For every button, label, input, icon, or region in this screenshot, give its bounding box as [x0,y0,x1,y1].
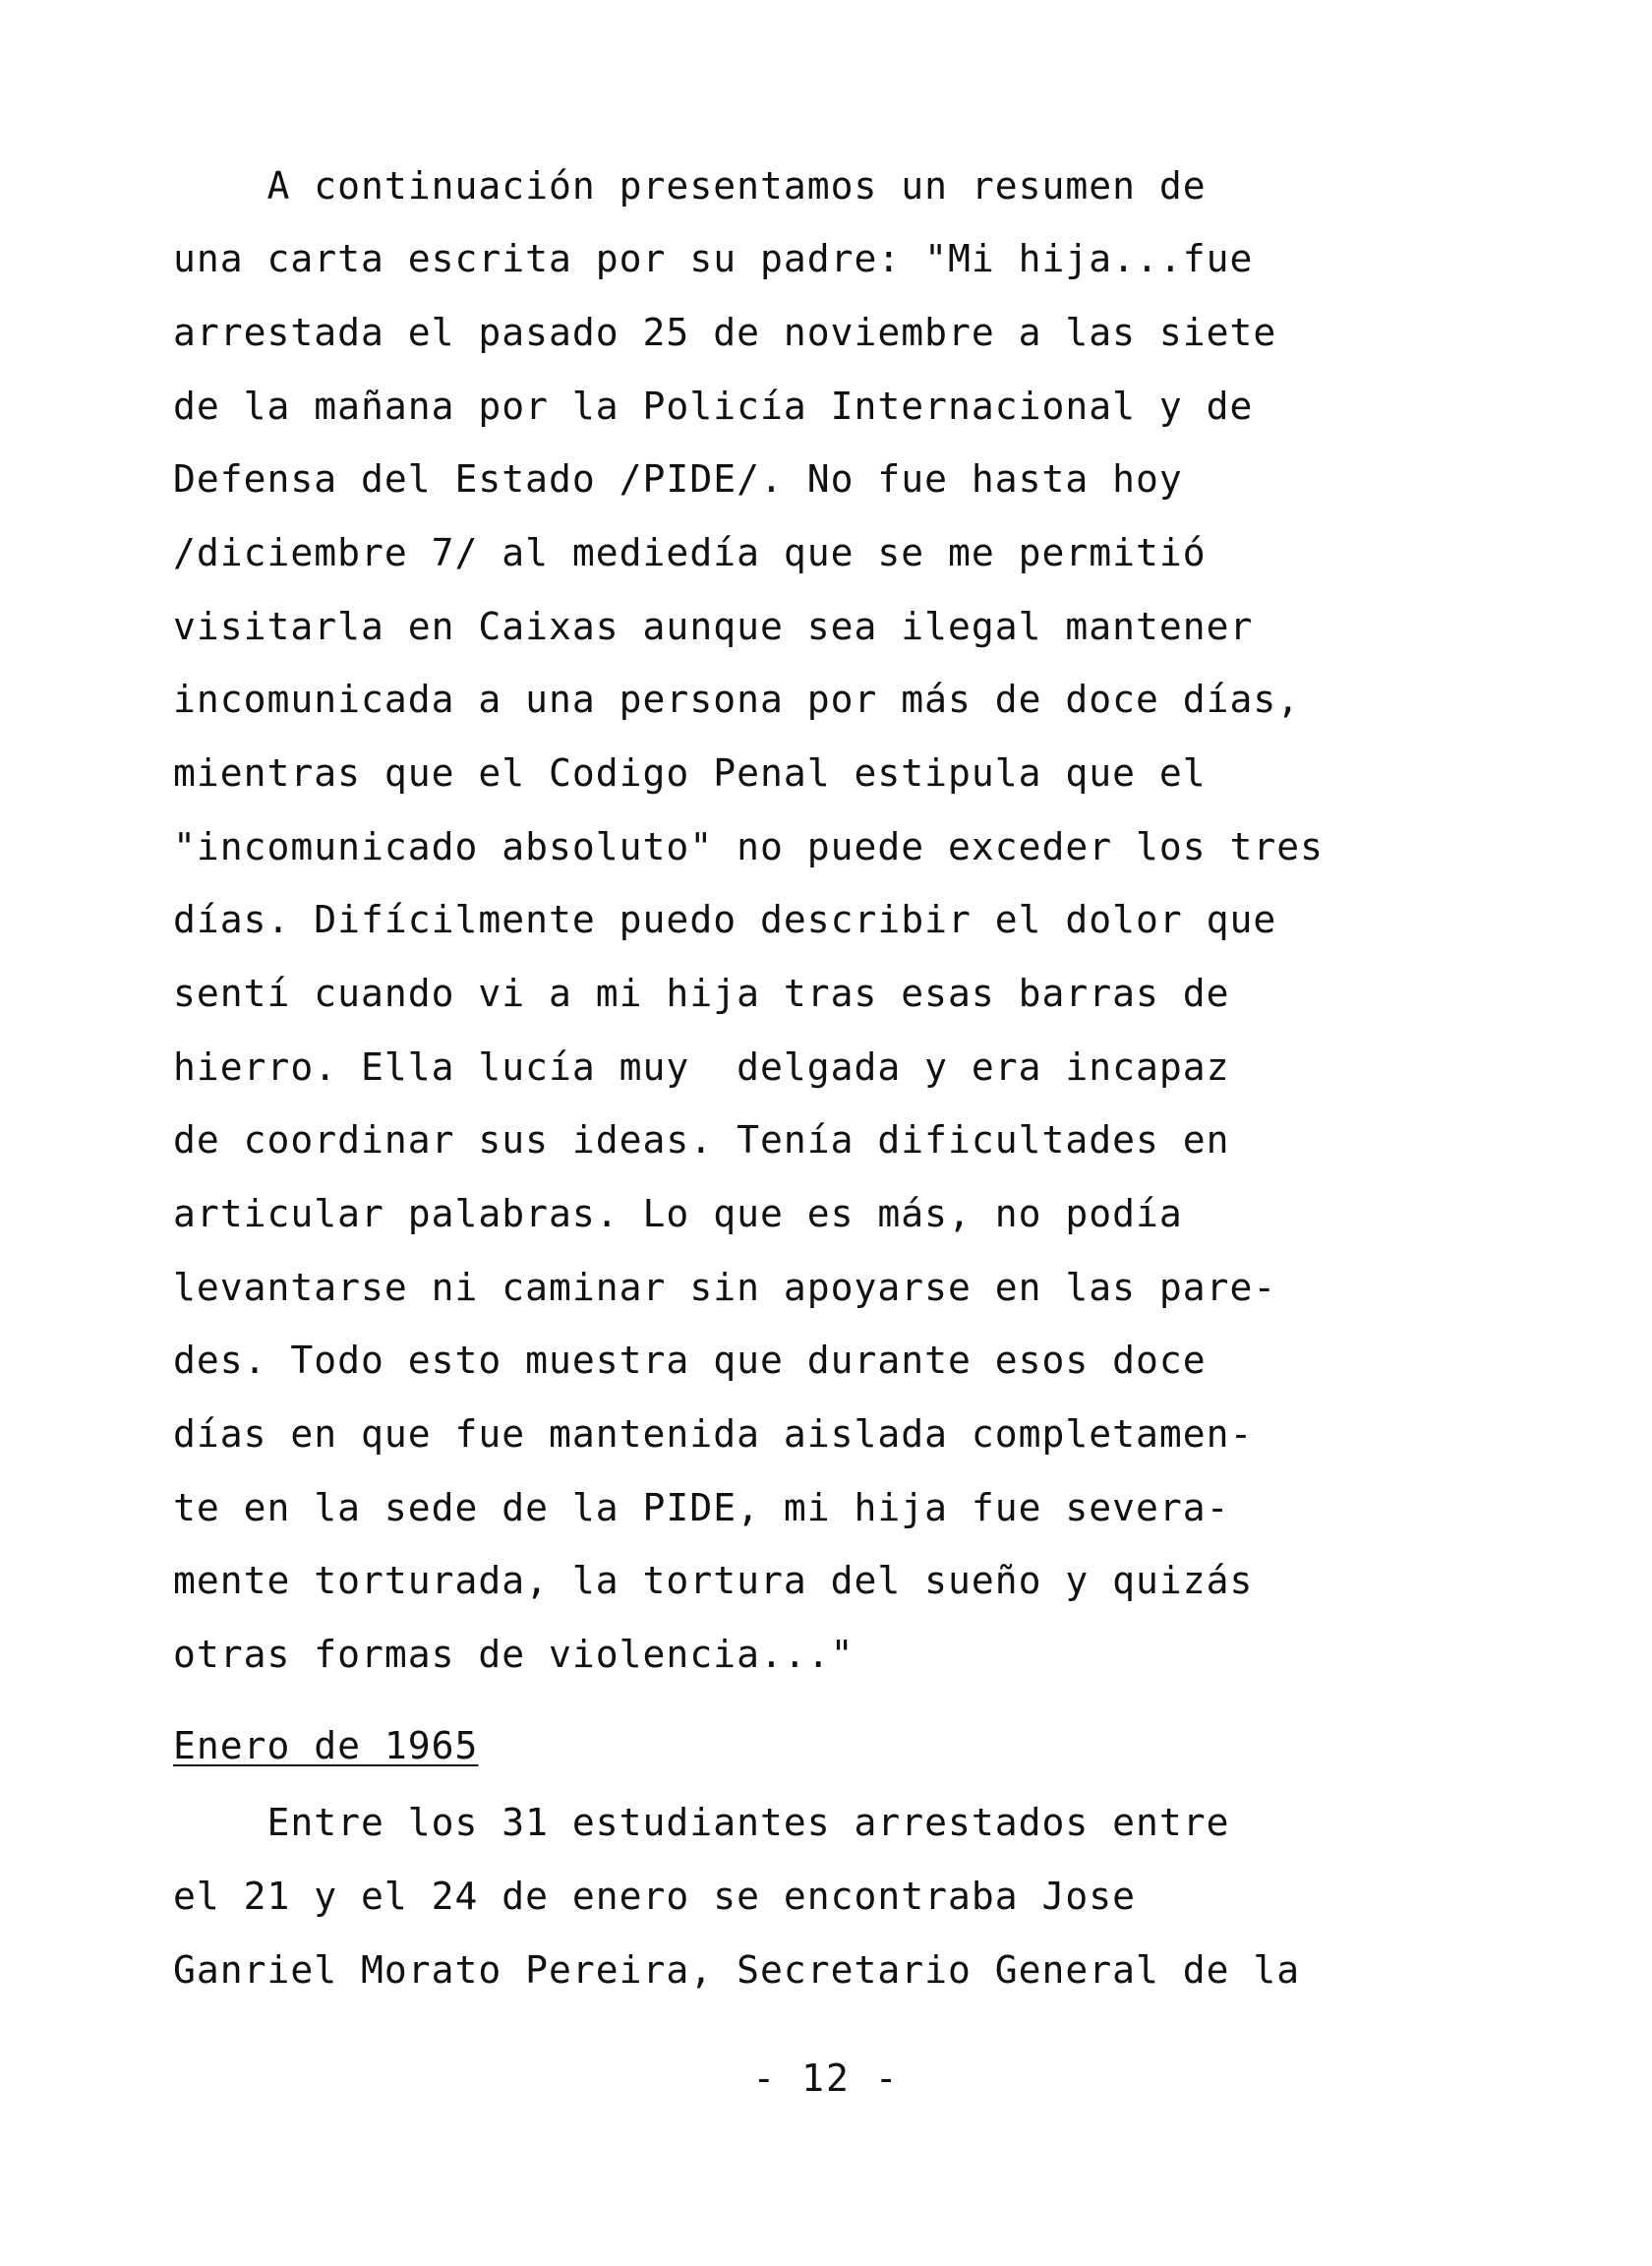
paragraph-1-line-15: articular palabras. Lo que es más, no podía [173,1192,1183,1235]
paragraph-1-line-17: des. Todo esto muestra que durante esos doce [173,1339,1207,1382]
paragraph-1-line-8: incomunicada a una persona por más de doce días, [173,678,1301,721]
paragraph-1-line-6: /diciembre 7/ al mediedía que se me permitió [173,531,1207,574]
paragraph-2-line-1: Entre los 31 estudiantes arrestados entre [173,1801,1230,1844]
paragraph-1-line-11: días. Difícilmente puedo describir el dolor que [173,898,1277,941]
paragraph-1-line-12: sentí cuando vi a mi hija tras esas barras de [173,972,1230,1015]
paragraph-1-line-18: días en que fue mantenida aislada completamen- [173,1412,1254,1456]
paragraph-1-line-9: mientras que el Codigo Penal estipula que el [173,751,1207,795]
paragraph-1-line-19: te en la sede de la PIDE, mi hija fue severa- [173,1486,1230,1529]
paragraph-1-line-21: otras formas de violencia..." [173,1633,855,1676]
paragraph-1-line-7: visitarla en Caixas aunque sea ilegal mantener [173,605,1254,648]
section-heading: Enero de 1965 [173,1724,479,1767]
paragraph-1-line-3: arrestada el pasado 25 de noviembre a las siete [173,311,1277,354]
paragraph-1-line-2: una carta escrita por su padre: "Mi hija...fue [173,237,1254,280]
paragraph-1-line-14: de coordinar sus ideas. Tenía dificultades en [173,1118,1230,1162]
paragraph-1-line-16: levantarse ni caminar sin apoyarse en las pare- [173,1266,1277,1309]
paragraph-1-line-5: Defensa del Estado /PIDE/. No fue hasta hoy [173,457,1183,501]
paragraph-1-line-1: A continuación presentamos un resumen de [173,164,1207,208]
paragraph-1-line-4: de la mañana por la Policía Internacional y de [173,385,1254,428]
paragraph-1-line-10: "incomunicado absoluto" no puede exceder los tres [173,825,1325,868]
page-number: - 12 - [752,2057,900,2100]
paragraph-1-line-20: mente torturada, la tortura del sueño y quizás [173,1559,1254,1602]
paragraph-2-line-3: Ganriel Morato Pereira, Secretario General de la [173,1948,1301,1992]
paragraph-1-line-13: hierro. Ella lucía muy delgada y era incapaz [173,1045,1230,1089]
paragraph-2-line-2: el 21 y el 24 de enero se encontraba Jose [173,1875,1136,1918]
